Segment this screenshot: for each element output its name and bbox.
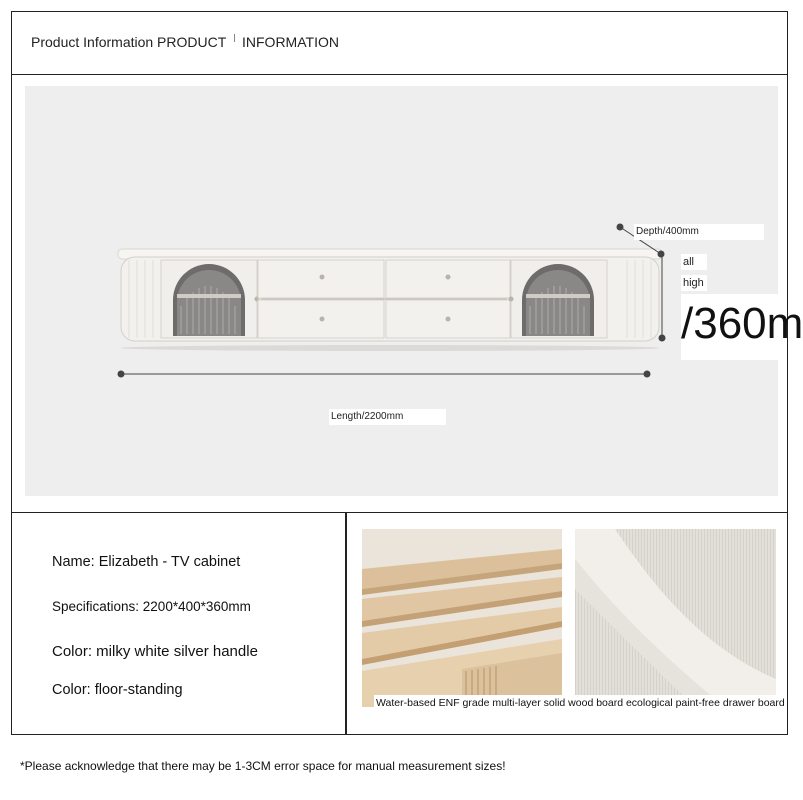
- spec-placement: Color: floor-standing: [52, 682, 183, 698]
- height-value: /360m: [681, 294, 778, 360]
- tv-cabinet-illustration: [25, 86, 778, 496]
- measurement-disclaimer: *Please acknowledge that there may be 1-3CM error space for manual measurement sizes!: [20, 759, 506, 773]
- spec-specifications: Specifications: 2200*400*360mm: [52, 599, 251, 614]
- spec-name: Name: Elizabeth - TV cabinet: [52, 554, 241, 570]
- header-title-part2: INFORMATION: [242, 34, 339, 50]
- plywood-board-photo: [362, 529, 562, 707]
- section-divider: [345, 513, 347, 734]
- height-label-high: high: [681, 275, 707, 291]
- product-info-frame: [11, 11, 803, 735]
- depth-label: Depth/400mm: [634, 224, 764, 240]
- material-caption: Water-based ENF grade multi-layer solid wood board ecological paint-free drawer board: [376, 697, 785, 709]
- length-label: Length/2200mm: [329, 409, 446, 425]
- height-label-all: all: [681, 254, 707, 270]
- details-section: [12, 512, 787, 734]
- header-divider-mark: [234, 34, 235, 42]
- header-title: Product Information PRODUCT: [31, 34, 227, 50]
- dimension-diagram: [25, 86, 803, 496]
- spec-color: Color: milky white silver handle: [52, 643, 258, 660]
- header: [12, 12, 787, 75]
- white-panel-texture-photo: [575, 529, 776, 707]
